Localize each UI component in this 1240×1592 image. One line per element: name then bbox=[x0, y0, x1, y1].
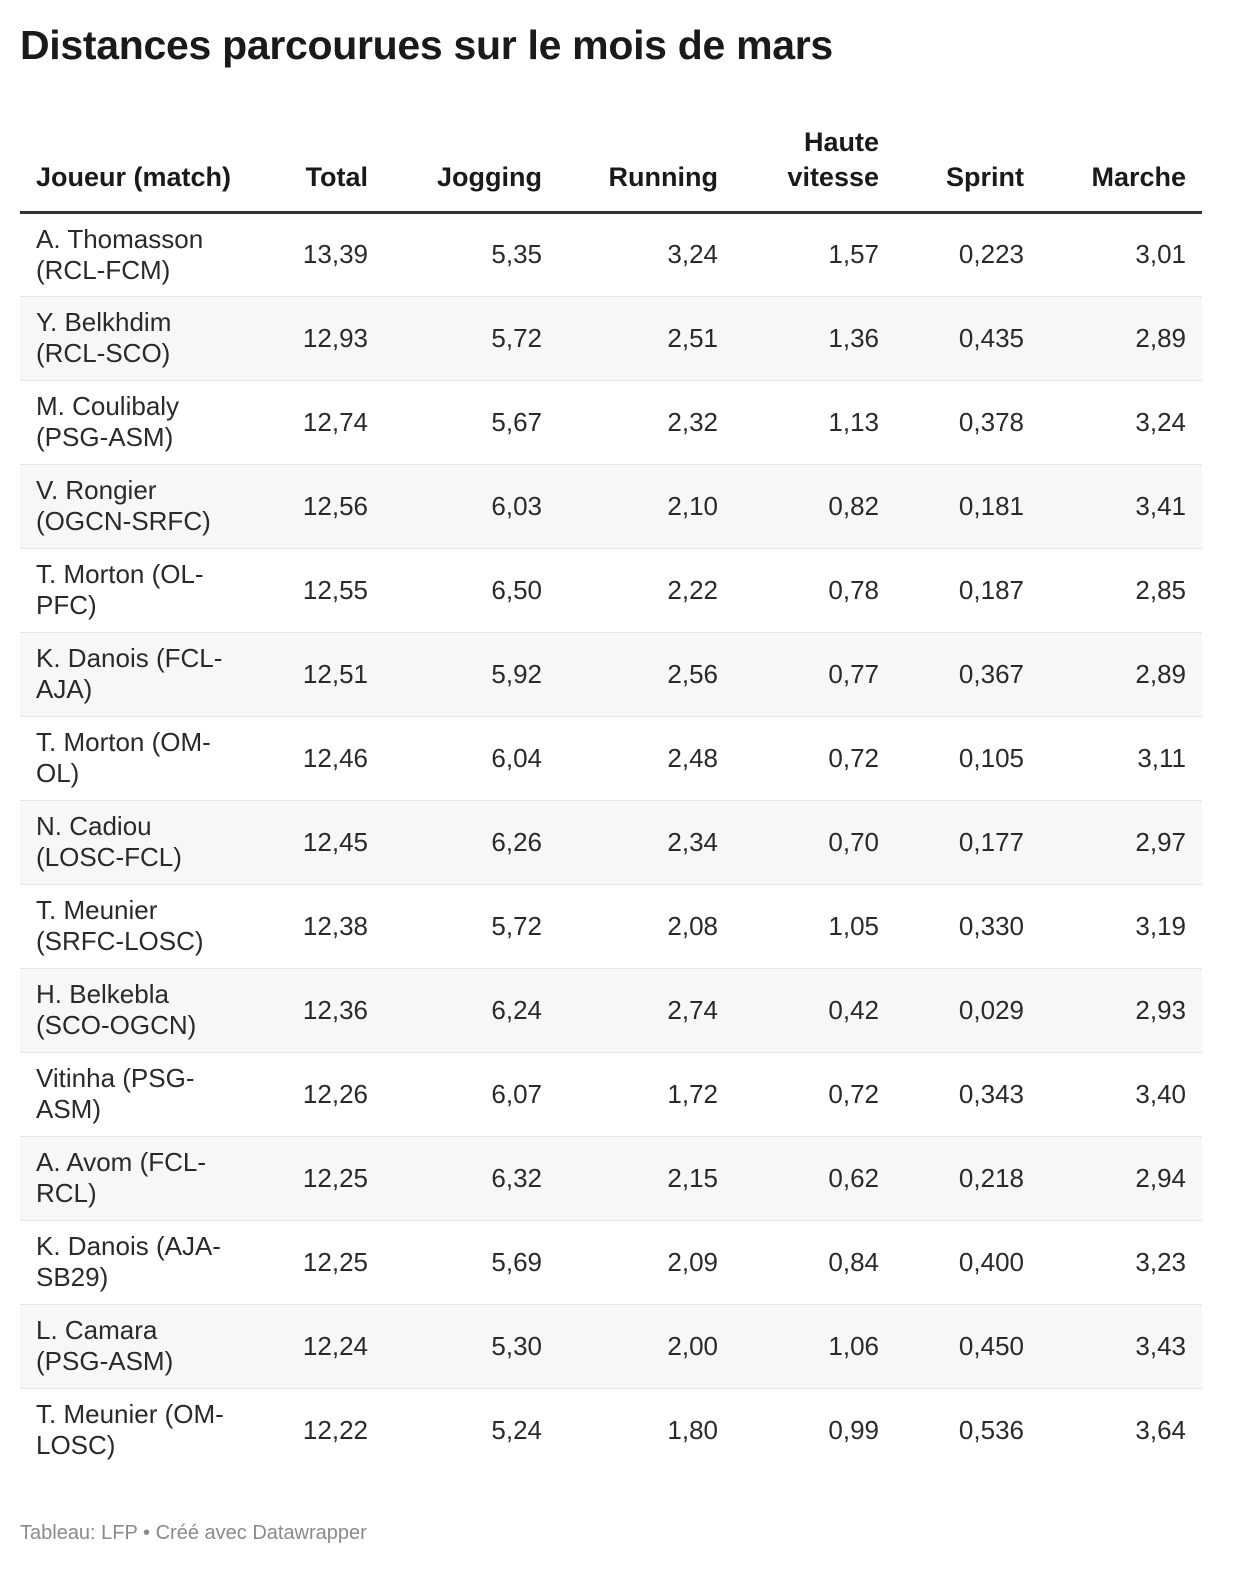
column-header-running[interactable]: Running bbox=[558, 120, 734, 212]
cell-haute-vitesse: 1,36 bbox=[734, 296, 895, 380]
cell-sprint: 0,367 bbox=[895, 632, 1040, 716]
cell-sprint: 0,177 bbox=[895, 800, 1040, 884]
cell-marche: 3,11 bbox=[1040, 716, 1202, 800]
cell-sprint: 0,400 bbox=[895, 1220, 1040, 1304]
cell-jogging: 6,26 bbox=[384, 800, 558, 884]
cell-haute-vitesse: 0,42 bbox=[734, 968, 895, 1052]
cell-sprint: 0,218 bbox=[895, 1136, 1040, 1220]
cell-sprint: 0,378 bbox=[895, 380, 1040, 464]
table-row bbox=[20, 1220, 1202, 1304]
cell-haute-vitesse: 1,13 bbox=[734, 380, 895, 464]
cell-running: 2,09 bbox=[558, 1220, 734, 1304]
cell-sprint: 0,187 bbox=[895, 548, 1040, 632]
cell-joueur: T. Morton (OL-PFC) bbox=[20, 548, 252, 632]
cell-jogging: 6,04 bbox=[384, 716, 558, 800]
cell-sprint: 0,105 bbox=[895, 716, 1040, 800]
cell-total: 12,26 bbox=[252, 1052, 384, 1136]
cell-running: 1,72 bbox=[558, 1052, 734, 1136]
cell-sprint: 0,181 bbox=[895, 464, 1040, 548]
cell-joueur: A. Thomasson (RCL-FCM) bbox=[20, 212, 252, 296]
cell-total: 12,36 bbox=[252, 968, 384, 1052]
cell-running: 2,15 bbox=[558, 1136, 734, 1220]
cell-haute-vitesse: 0,82 bbox=[734, 464, 895, 548]
cell-joueur: T. Morton (OM-OL) bbox=[20, 716, 252, 800]
cell-haute-vitesse: 0,70 bbox=[734, 800, 895, 884]
cell-jogging: 5,69 bbox=[384, 1220, 558, 1304]
table-row bbox=[20, 380, 1202, 464]
cell-total: 12,74 bbox=[252, 380, 384, 464]
cell-haute-vitesse: 0,78 bbox=[734, 548, 895, 632]
cell-marche: 3,01 bbox=[1040, 212, 1202, 296]
table-body bbox=[20, 212, 1202, 1472]
cell-running: 2,48 bbox=[558, 716, 734, 800]
column-header-jogging[interactable]: Jogging bbox=[384, 120, 558, 212]
cell-running: 2,74 bbox=[558, 968, 734, 1052]
cell-running: 2,10 bbox=[558, 464, 734, 548]
column-header-joueur[interactable]: Joueur (match) bbox=[20, 120, 252, 212]
cell-running: 2,22 bbox=[558, 548, 734, 632]
cell-total: 12,22 bbox=[302, 1414, 368, 1445]
cell-joueur: A. Avom (FCL-RCL) bbox=[20, 1136, 252, 1220]
cell-marche: 3,43 bbox=[1040, 1304, 1202, 1388]
cell-total: 12,38 bbox=[252, 884, 384, 968]
cell-total: 12,56 bbox=[252, 464, 384, 548]
cell-joueur: V. Rongier (OGCN-SRFC) bbox=[20, 464, 252, 548]
cell-joueur: Y. Belkhdim (RCL-SCO) bbox=[20, 296, 252, 380]
cell-running: 2,00 bbox=[558, 1304, 734, 1388]
cell-marche: 3,23 bbox=[1040, 1220, 1202, 1304]
cell-joueur: Vitinha (PSG-ASM) bbox=[20, 1052, 252, 1136]
cell-jogging: 5,67 bbox=[384, 380, 558, 464]
cell-marche: 2,89 bbox=[1040, 296, 1202, 380]
cell-running: 2,34 bbox=[558, 800, 734, 884]
data-table bbox=[20, 120, 1202, 1472]
cell-haute-vitesse: 0,72 bbox=[734, 1052, 895, 1136]
cell-total: 13,39 bbox=[252, 212, 384, 296]
cell-marche: 2,89 bbox=[1040, 632, 1202, 716]
cell-jogging: 6,50 bbox=[384, 548, 558, 632]
table-row bbox=[20, 884, 1202, 968]
cell-jogging: 6,03 bbox=[384, 464, 558, 548]
cell-marche: 2,85 bbox=[1040, 548, 1202, 632]
cell-total: 12,45 bbox=[252, 800, 384, 884]
header-row bbox=[20, 120, 1202, 212]
table-row bbox=[20, 1136, 1202, 1220]
table-row bbox=[20, 800, 1202, 884]
cell-total: 12,25 bbox=[252, 1136, 384, 1220]
cell-joueur: L. Camara (PSG-ASM) bbox=[20, 1304, 252, 1388]
cell-total: 12,25 bbox=[252, 1220, 384, 1304]
column-header-sprint[interactable]: Sprint bbox=[895, 120, 1040, 212]
column-header-total[interactable]: Total bbox=[252, 120, 384, 212]
table-row bbox=[20, 1304, 1202, 1388]
table-row bbox=[20, 548, 1202, 632]
chart-title: Distances parcourues sur le mois de mars bbox=[20, 22, 833, 68]
table-row bbox=[20, 968, 1202, 1052]
cell-joueur: T. Meunier (OM-LOSC) bbox=[36, 1399, 224, 1461]
cell-total: 12,51 bbox=[252, 632, 384, 716]
cell-running: 2,56 bbox=[558, 632, 734, 716]
cell-jogging: 5,72 bbox=[384, 296, 558, 380]
cell-marche: 3,41 bbox=[1040, 464, 1202, 548]
cell-joueur: N. Cadiou (LOSC-FCL) bbox=[20, 800, 252, 884]
cell-jogging: 5,35 bbox=[384, 212, 558, 296]
table-row bbox=[20, 212, 1202, 296]
cell-running: 2,32 bbox=[558, 380, 734, 464]
cell-running: 2,51 bbox=[558, 296, 734, 380]
cell-haute-vitesse: 0,99 bbox=[828, 1414, 879, 1445]
column-header-haute-vitesse[interactable]: Haute vitesse bbox=[734, 120, 895, 212]
cell-jogging: 6,07 bbox=[384, 1052, 558, 1136]
cell-running: 2,08 bbox=[558, 884, 734, 968]
cell-joueur: T. Meunier (SRFC-LOSC) bbox=[20, 884, 252, 968]
cell-marche: 3,64 bbox=[1135, 1414, 1186, 1445]
cell-jogging: 6,32 bbox=[384, 1136, 558, 1220]
cell-running: 3,24 bbox=[558, 212, 734, 296]
cell-jogging: 5,92 bbox=[384, 632, 558, 716]
cell-marche: 2,93 bbox=[1040, 968, 1202, 1052]
cell-marche: 3,24 bbox=[1040, 380, 1202, 464]
column-header-marche[interactable]: Marche bbox=[1040, 120, 1202, 212]
cell-haute-vitesse: 1,05 bbox=[734, 884, 895, 968]
cell-marche: 3,19 bbox=[1040, 884, 1202, 968]
table-row bbox=[20, 464, 1202, 548]
cell-jogging: 5,24 bbox=[491, 1414, 542, 1445]
cell-total: 12,55 bbox=[252, 548, 384, 632]
chart-footer: Tableau: LFP • Créé avec Datawrapper bbox=[20, 1522, 367, 1544]
cell-joueur: K. Danois (AJA-SB29) bbox=[20, 1220, 252, 1304]
cell-haute-vitesse: 1,06 bbox=[734, 1304, 895, 1388]
cell-sprint: 0,330 bbox=[895, 884, 1040, 968]
table-header bbox=[20, 120, 1202, 212]
cell-marche: 2,97 bbox=[1040, 800, 1202, 884]
cell-sprint: 0,450 bbox=[895, 1304, 1040, 1388]
cell-haute-vitesse: 0,72 bbox=[734, 716, 895, 800]
cell-jogging: 5,30 bbox=[384, 1304, 558, 1388]
cell-sprint: 0,029 bbox=[895, 968, 1040, 1052]
cell-marche: 3,40 bbox=[1040, 1052, 1202, 1136]
cell-haute-vitesse: 0,62 bbox=[734, 1136, 895, 1220]
cell-joueur: H. Belkebla (SCO-OGCN) bbox=[20, 968, 252, 1052]
cell-total: 12,46 bbox=[252, 716, 384, 800]
cell-jogging: 6,24 bbox=[384, 968, 558, 1052]
table-row bbox=[20, 1388, 1202, 1472]
table-row bbox=[20, 632, 1202, 716]
cell-sprint: 0,223 bbox=[895, 212, 1040, 296]
cell-sprint: 0,435 bbox=[895, 296, 1040, 380]
table-row bbox=[20, 1052, 1202, 1136]
cell-haute-vitesse: 0,84 bbox=[734, 1220, 895, 1304]
cell-sprint: 0,536 bbox=[958, 1414, 1024, 1445]
table-row bbox=[20, 296, 1202, 380]
cell-total: 12,24 bbox=[252, 1304, 384, 1388]
cell-running: 1,80 bbox=[667, 1414, 718, 1445]
cell-total: 12,93 bbox=[252, 296, 384, 380]
table-row bbox=[20, 716, 1202, 800]
cell-jogging: 5,72 bbox=[384, 884, 558, 968]
cell-haute-vitesse: 0,77 bbox=[734, 632, 895, 716]
cell-marche: 2,94 bbox=[1040, 1136, 1202, 1220]
cell-haute-vitesse: 1,57 bbox=[734, 212, 895, 296]
cell-joueur: M. Coulibaly (PSG-ASM) bbox=[20, 380, 252, 464]
cell-sprint: 0,343 bbox=[895, 1052, 1040, 1136]
cell-joueur: K. Danois (FCL-AJA) bbox=[20, 632, 252, 716]
